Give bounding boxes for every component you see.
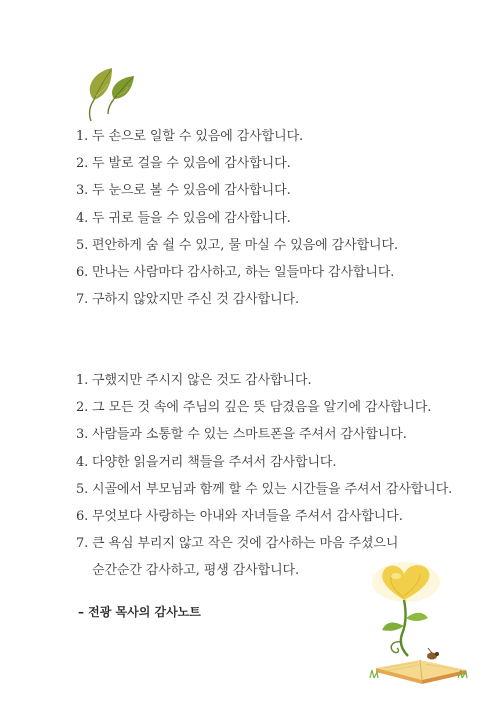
list-item: 7. 큰 욕심 부리지 않고 작은 것에 감사하는 마음 주셨으니	[76, 536, 399, 552]
list-item: 4. 두 귀로 들을 수 있음에 감사합니다.	[76, 210, 291, 226]
gratitude-list-1	[76, 123, 398, 313]
list-item: 6. 무엇보다 사랑하는 아내와 자녀들을 주셔서 감사합니다.	[76, 508, 403, 524]
list-item: 6. 만나는 사람마다 감사하고, 하는 일들마다 감사합니다.	[76, 264, 395, 280]
signature: – 전광 목사의 감사노트	[78, 605, 201, 619]
list-item: 5. 편안하게 숨 쉴 수 있고, 물 마실 수 있음에 감사합니다.	[76, 237, 398, 253]
list-item: 4. 다양한 읽을거리 책들을 주셔서 감사합니다.	[76, 454, 337, 470]
leaves-illustration-icon	[78, 66, 140, 122]
gratitude-list-2	[76, 367, 452, 585]
list-item: 1. 구했지만 주시지 않은 것도 감사합니다.	[76, 373, 312, 388]
list-item: 3. 두 눈으로 볼 수 있음에 감사합니다.	[76, 183, 291, 199]
list-item: 7. 구하지 않았지만 주신 것 감사합니다.	[76, 292, 300, 308]
list-item: 5. 시골에서 부모님과 함께 할 수 있는 시간들을 주셔서 감사합니다.	[76, 481, 453, 497]
list-item-continuation: 순간순간 감사하고, 평생 감사합니다.	[92, 563, 300, 579]
list-item: 3. 사람들과 소통할 수 있는 스마트폰을 주셔서 감사합니다.	[76, 427, 407, 443]
list-item: 1. 두 손으로 일할 수 있음에 감사합니다.	[76, 129, 304, 144]
list-item: 2. 그 모든 것 속에 주님의 깊은 뜻 담겼음을 알기에 감사합니다.	[76, 400, 432, 416]
list-item: 2. 두 발로 걸을 수 있음에 감사합니다.	[76, 156, 291, 172]
heart-flower-illustration-icon	[362, 560, 482, 688]
